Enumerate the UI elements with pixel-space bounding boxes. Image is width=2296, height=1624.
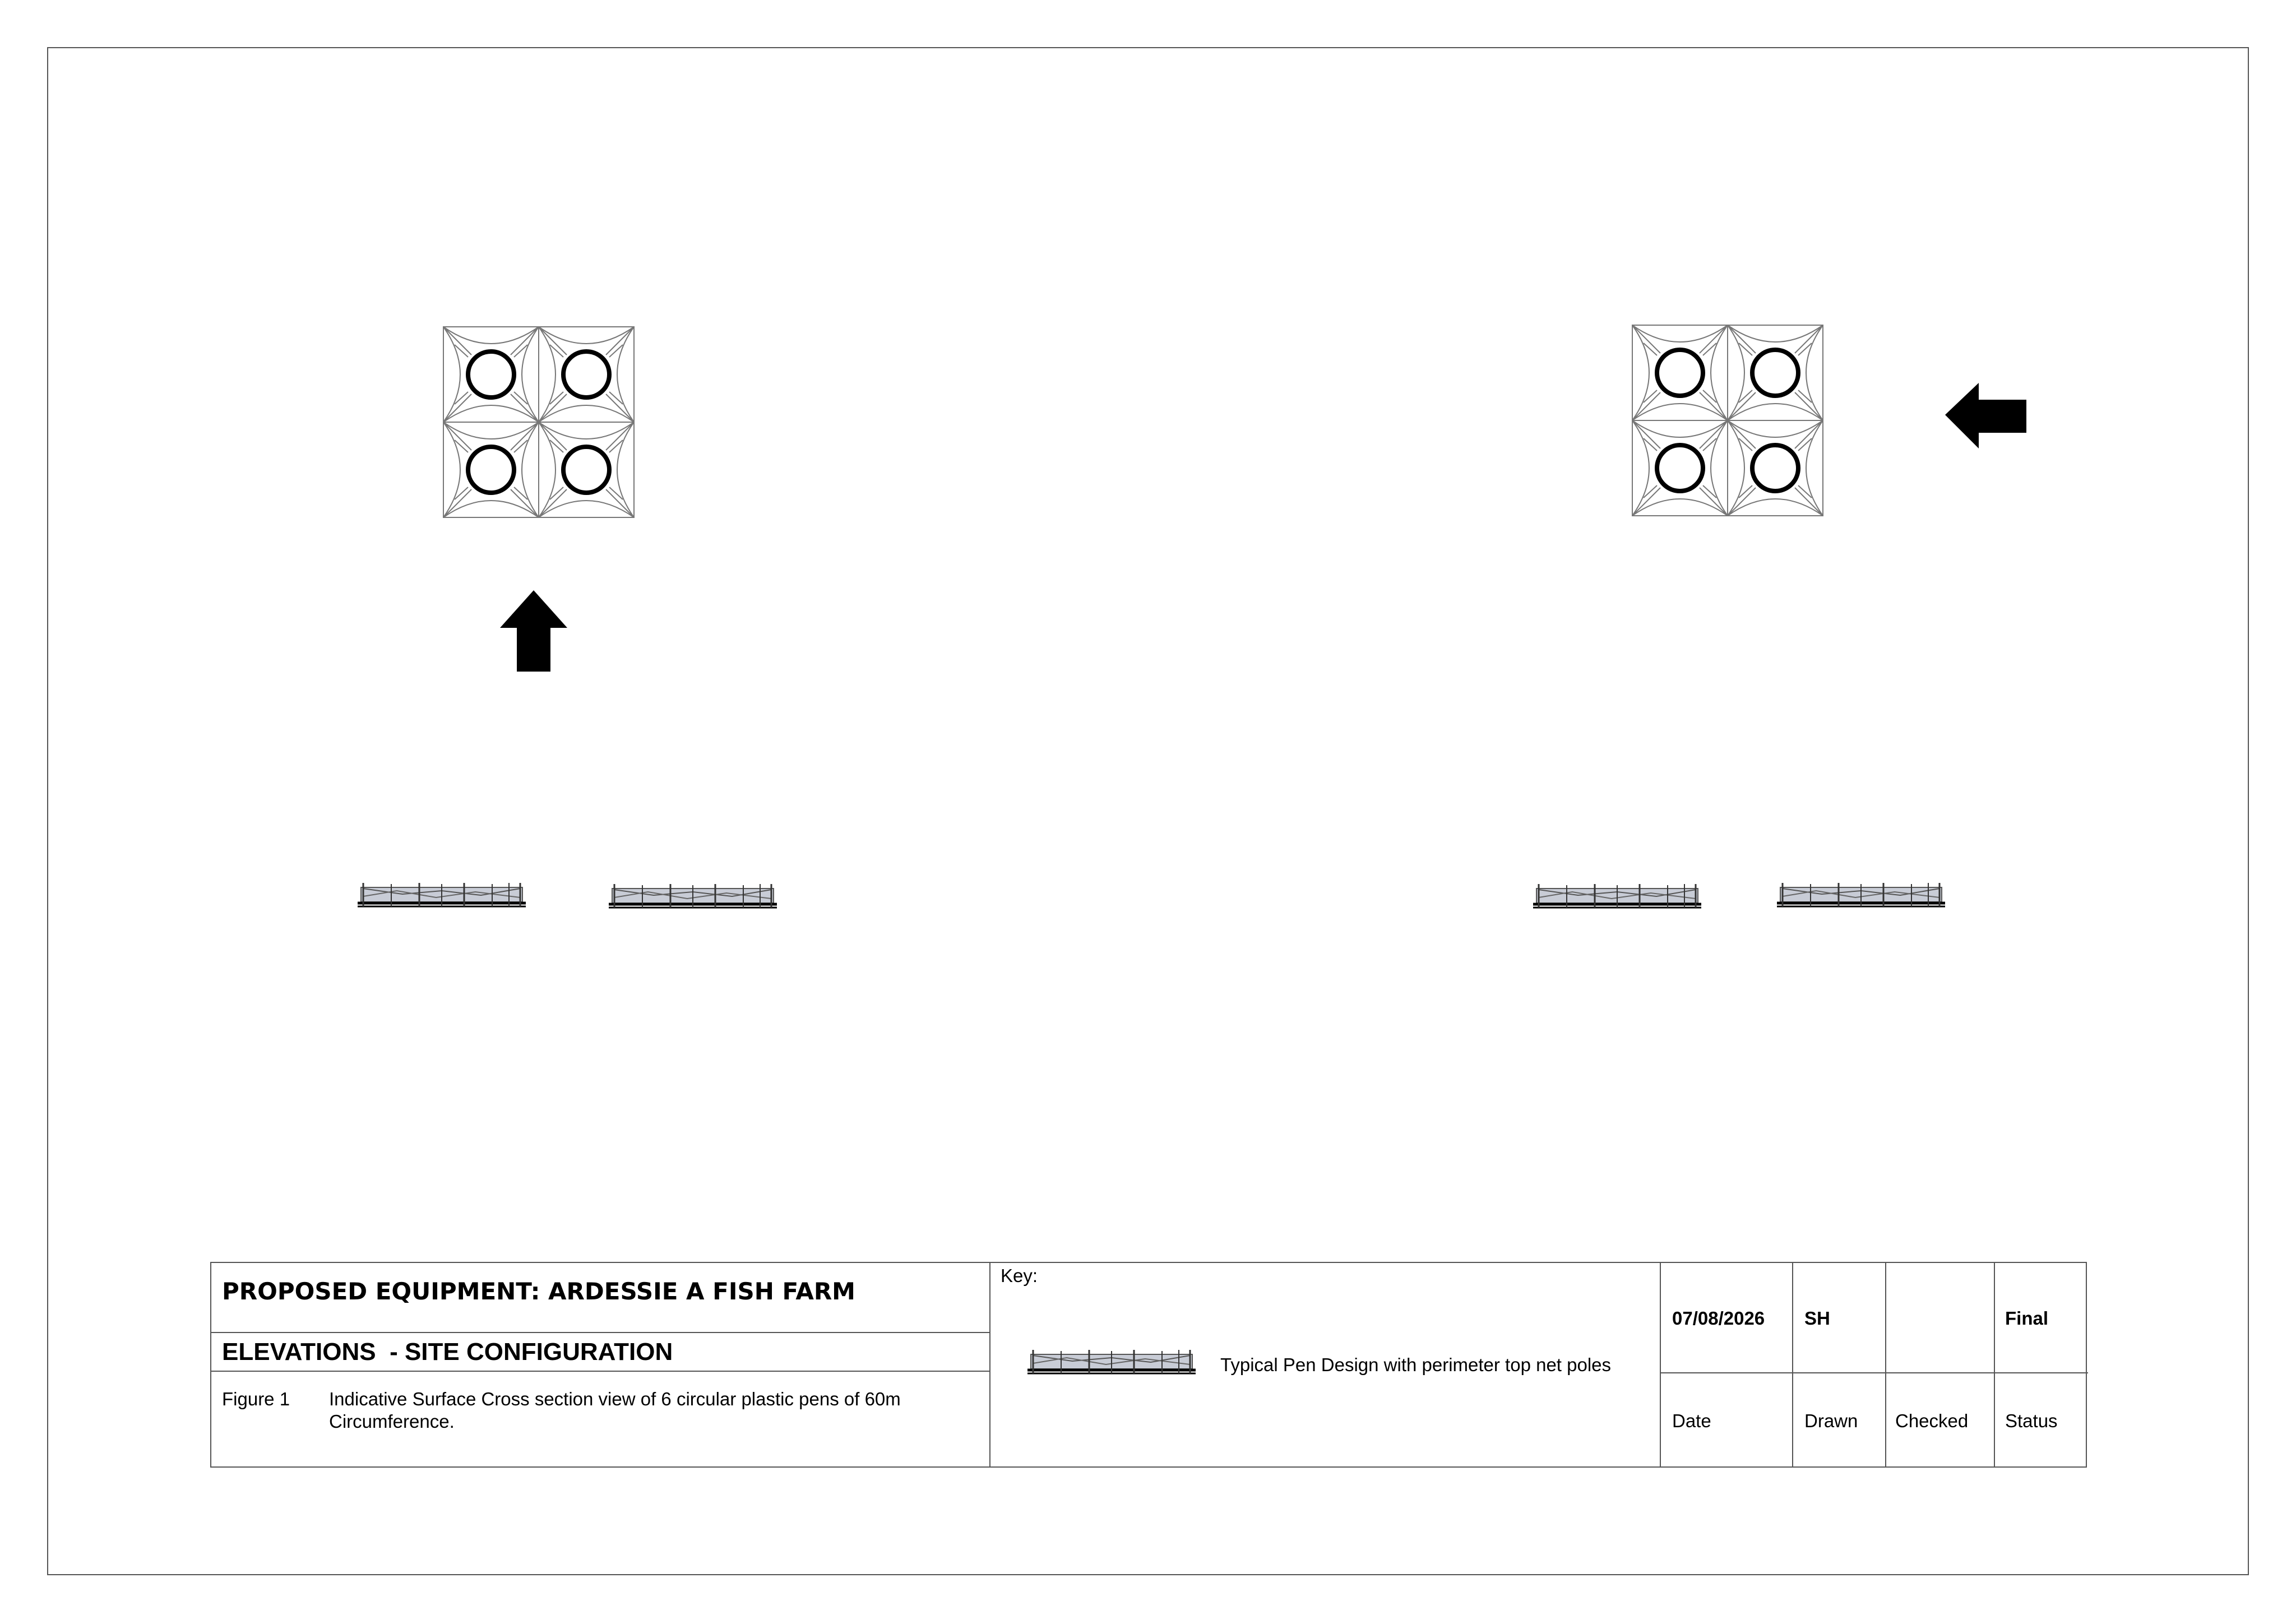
divider xyxy=(1792,1263,1793,1466)
divider xyxy=(211,1371,989,1372)
elevation-pen xyxy=(1533,884,1701,908)
pen-cell xyxy=(1728,325,1823,420)
status-label: Status xyxy=(2005,1410,2058,1431)
elevation-pen xyxy=(609,884,777,908)
divider xyxy=(1994,1263,1995,1466)
elevation-pen xyxy=(1777,883,1945,906)
date-label: Date xyxy=(1672,1410,1711,1431)
key-pen-symbol xyxy=(1027,1350,1196,1377)
date-value: 07/08/2026 xyxy=(1672,1308,1765,1329)
figure-caption-line1: Indicative Surface Cross section view of 6 circular plastic pens of 60m xyxy=(329,1389,901,1409)
status-value: Final xyxy=(2005,1308,2049,1329)
elevation-pen xyxy=(358,883,526,906)
pen-cell xyxy=(539,422,634,517)
divider xyxy=(1885,1263,1886,1466)
drawn-value: SH xyxy=(1804,1308,1830,1329)
pen-cell xyxy=(1632,420,1728,516)
divider xyxy=(1660,1372,2088,1373)
pen-cell xyxy=(1632,325,1728,420)
title-block xyxy=(210,1262,2087,1468)
project-title: PROPOSED EQUIPMENT: ARDESSIE A FISH FARM xyxy=(222,1278,855,1305)
divider xyxy=(989,1263,990,1466)
up-arrow-icon xyxy=(500,590,567,672)
drawn-label: Drawn xyxy=(1804,1410,1858,1431)
figure-caption-line2: Circumference. xyxy=(329,1411,455,1432)
divider xyxy=(211,1332,989,1333)
divider xyxy=(1660,1263,1661,1466)
figure-label: Figure 1 xyxy=(222,1389,290,1409)
drawing-title: ELEVATIONS - SITE CONFIGURATION xyxy=(222,1338,673,1366)
pen-group-left xyxy=(443,327,634,517)
pen-cell xyxy=(539,327,634,422)
pen-cell xyxy=(443,422,539,517)
pen-cell xyxy=(443,327,539,422)
key-item-label: Typical Pen Design with perimeter top net poles xyxy=(1220,1354,1612,1375)
checked-label: Checked xyxy=(1895,1410,1969,1431)
pen-group-right xyxy=(1632,325,1823,516)
pen-cell xyxy=(1728,420,1823,516)
key-label: Key: xyxy=(1001,1265,1038,1286)
left-arrow-icon xyxy=(1945,383,2026,448)
